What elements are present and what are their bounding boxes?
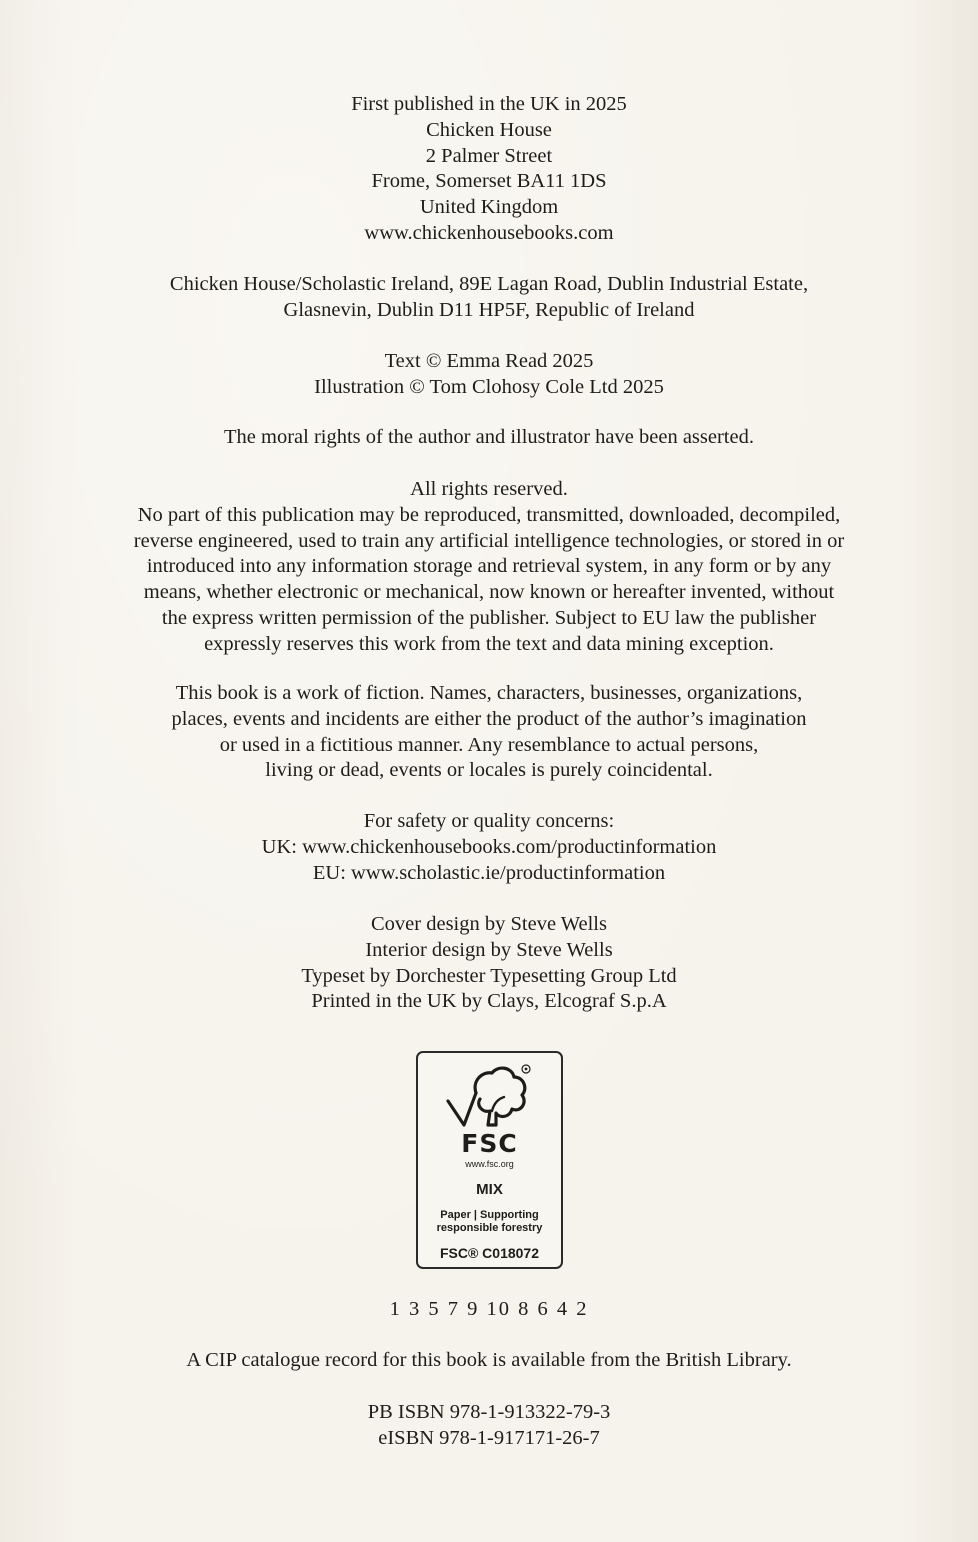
fiction-disclaimer-block — [0, 681, 978, 784]
safety-uk-url: UK: www.chickenhousebooks.com/productinformation — [261, 835, 717, 858]
rights-line: reverse engineered, used to train any artificial intelligence technologies, or stored in or — [133, 529, 845, 552]
fsc-paper-line: responsible forestry — [436, 1222, 543, 1234]
cip-record — [0, 1348, 978, 1374]
fiction-line: or used in a fictitious manner. Any resemblance to actual persons, — [219, 733, 759, 756]
moral-rights-text: The moral rights of the author and illustrator have been asserted. — [224, 426, 754, 448]
copyright-notice-block — [0, 349, 978, 401]
rights-line: All rights reserved. — [410, 478, 568, 500]
isbn-block — [0, 1400, 978, 1452]
interior-design-credit: Interior design by Steve Wells — [365, 938, 613, 961]
publisher-website: www.chickenhousebooks.com — [364, 221, 614, 244]
safety-eu-url: EU: www.scholastic.ie/productinformation — [312, 861, 666, 884]
rights-reserved-block — [0, 477, 978, 658]
ebook-isbn: eISBN 978-1-917171-26-7 — [378, 1426, 600, 1449]
fsc-paper-line: Paper | Supporting — [440, 1209, 539, 1221]
fiction-line: places, events and incidents are either the product of the author’s imagination — [171, 707, 807, 730]
safety-heading: For safety or quality concerns: — [363, 810, 615, 832]
rights-line: the express written permission of the publisher. Subject to EU law the publisher — [161, 606, 817, 629]
cip-text: A CIP catalogue record for this book is available from the British Library. — [186, 1349, 792, 1371]
safety-contact-block — [0, 809, 978, 886]
publisher-name: Chicken House — [426, 118, 552, 141]
rights-line: No part of this publication may be reproduced, transmitted, downloaded, decompiled, — [137, 503, 841, 526]
cover-design-credit: Cover design by Steve Wells — [371, 913, 607, 935]
illustration-copyright: Illustration © Tom Clohosy Cole Ltd 2025 — [314, 375, 664, 398]
fsc-wordmark: FSC — [461, 1129, 518, 1158]
design-credits-block — [0, 912, 978, 1015]
ireland-address-line: Glasnevin, Dublin D11 HP5F, Republic of Ireland — [283, 298, 695, 321]
fsc-logo-box — [416, 1051, 563, 1269]
typeset-credit: Typeset by Dorchester Typesetting Group Ltd — [301, 964, 677, 987]
fsc-url: www.fsc.org — [465, 1159, 514, 1169]
fiction-line: living or dead, events or locales is purely coincidental. — [265, 759, 713, 782]
first-published-line: First published in the UK in 2025 — [351, 93, 627, 115]
rights-line: expressly reserves this work from the text and data mining exception. — [204, 632, 774, 655]
paperback-isbn: PB ISBN 978-1-913322-79-3 — [367, 1401, 611, 1423]
rights-line: introduced into any information storage and retrieval system, in any form or by any — [146, 555, 832, 578]
ireland-address-block — [0, 272, 978, 324]
fsc-mix-label: MIX — [476, 1181, 503, 1198]
publisher-town: Frome, Somerset BA11 1DS — [371, 170, 607, 193]
fsc-paper-label — [418, 1209, 561, 1235]
printer-key-numbers: 1 3 5 7 9 10 8 6 4 2 — [389, 1298, 589, 1320]
fiction-line: This book is a work of fiction. Names, characters, businesses, organizations, — [175, 682, 803, 704]
rights-line: means, whether electronic or mechanical, now known or hereafter invented, without — [143, 581, 835, 604]
text-copyright: Text © Emma Read 2025 — [384, 350, 594, 372]
printer-key — [0, 1297, 978, 1323]
imprint-block — [0, 92, 978, 247]
moral-rights-statement — [0, 425, 978, 451]
publisher-country: United Kingdom — [419, 196, 559, 219]
publisher-street: 2 Palmer Street — [425, 144, 553, 167]
ireland-address-line: Chicken House/Scholastic Ireland, 89E Lagan Road, Dublin Industrial Estate, — [169, 273, 809, 295]
printer-credit: Printed in the UK by Clays, Elcograf S.p.A — [311, 990, 667, 1013]
fsc-tree-checkmark-icon — [442, 1063, 534, 1135]
fsc-license-code: FSC® C018072 — [439, 1245, 540, 1261]
